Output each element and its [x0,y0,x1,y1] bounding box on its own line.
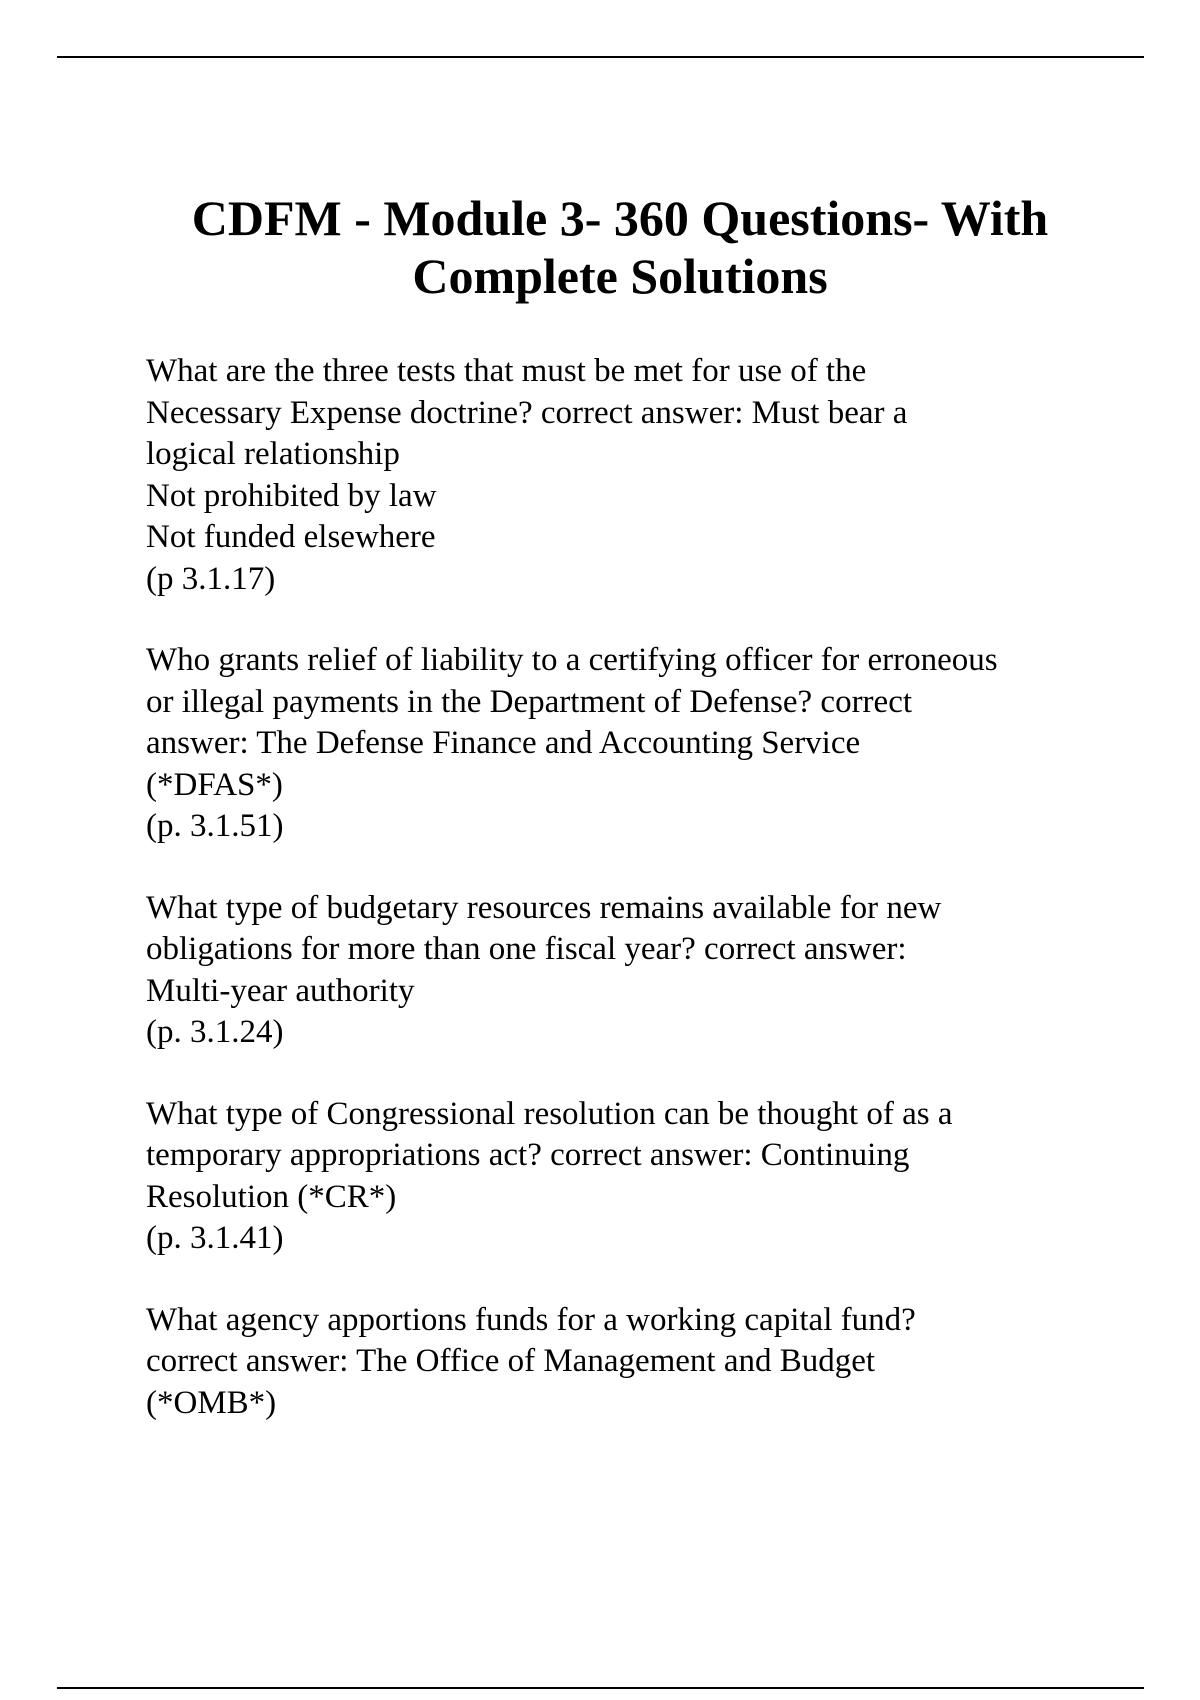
qa-line: correct answer: The Office of Management and Budget [146,1343,876,1379]
qa-line: obligations for more than one fiscal year? correct answer: [146,931,907,967]
qa-line: (*DFAS*) [146,766,283,803]
qa-line: logical relationship [146,436,400,472]
title-line: Complete Solutions [412,248,828,304]
title-line: CDFM - Module 3- 360 Questions- With [191,190,1049,246]
qa-line: What are the three tests that must be met for use of the [146,353,867,389]
document-title [120,189,1120,305]
page-reference: (p 3.1.17) [146,560,276,597]
qa-block [146,351,1146,600]
top-rule [57,56,1144,58]
qa-line: What type of budgetary resources remains available for new [146,889,942,926]
qa-line: What agency apportions funds for a working capital fund? [146,1301,916,1338]
qa-line: Not prohibited by law [146,477,437,514]
qa-line: What type of Congressional resolution can be thought of as a [146,1095,953,1132]
qa-line: temporary appropriations act? correct answer: Continuing [146,1137,910,1173]
qa-line: answer: The Defense Finance and Accounting Service [146,725,861,761]
qa-line: (*OMB*) [146,1384,277,1421]
page-reference: (p. 3.1.41) [146,1220,284,1256]
page-reference: (p. 3.1.24) [146,1014,284,1050]
qa-block [146,1300,1146,1425]
qa-line: Not funded elsewhere [146,519,436,555]
qa-block [146,1094,1146,1260]
qa-block [146,640,1146,848]
qa-list [146,351,1146,1464]
qa-line: Multi-year authority [146,972,415,1009]
qa-block [146,888,1146,1054]
qa-line: Resolution (*CR*) [146,1178,397,1215]
bottom-rule [57,1687,1144,1689]
qa-line: Who grants relief of liability to a certifying officer for erroneous [146,642,998,678]
page-reference: (p. 3.1.51) [146,808,284,844]
qa-line: Necessary Expense doctrine? correct answer: Must bear a [146,394,908,431]
qa-line: or illegal payments in the Department of Defense? correct [146,683,913,720]
